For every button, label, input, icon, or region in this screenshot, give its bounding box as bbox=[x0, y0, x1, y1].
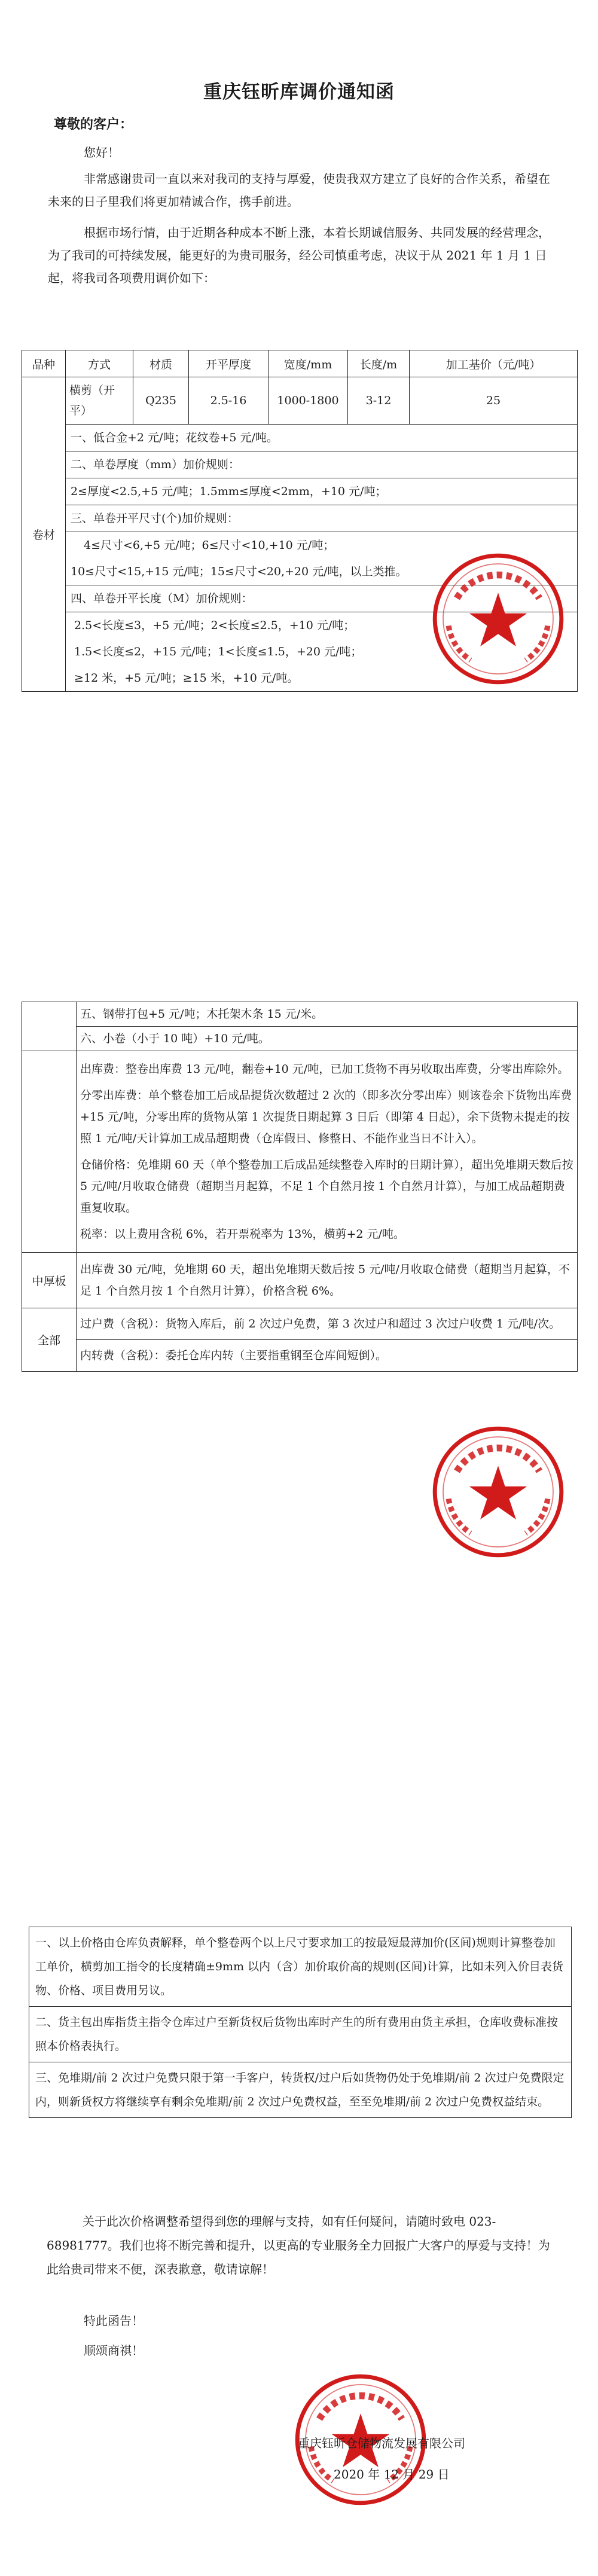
rule-line: ≥12 米，+5 元/吨；≥15 米，+10 元/吨。 bbox=[74, 672, 299, 685]
category-cell: 中厚板 bbox=[22, 1253, 77, 1308]
note-2: 二、货主包出库指货主指令仓库过户至新货权后货物出库时产生的所有费用由货主承担，仓库收费标准按照本价格表执行。 bbox=[29, 2007, 572, 2062]
category-cell: 卷材 bbox=[22, 377, 66, 692]
width-cell: 1000-1800 bbox=[269, 377, 348, 425]
table-row bbox=[22, 1027, 578, 1051]
method-cell: 横剪（开平） bbox=[66, 377, 133, 425]
transfer-fee-cell: 过户费（含税）：货物入库后，前 2 次过户免费，第 3 次过户和超过 3 次过户收费 1 元/吨/次。 bbox=[77, 1308, 578, 1340]
table-row bbox=[22, 1253, 578, 1308]
table-row bbox=[29, 2062, 572, 2118]
internal-transfer-cell: 内转费（含税）：委托仓库内转（主要指重钢至仓库间短倒）。 bbox=[77, 1340, 578, 1372]
table-row bbox=[29, 2007, 572, 2062]
rule-line: 二、单卷厚度（mm）加价规则： bbox=[66, 451, 577, 478]
col-header-variety: 品种 bbox=[22, 350, 66, 377]
zhonghou-cell: 出库费 30 元/吨，免堆期 60 天，超出免堆期天数后按 5 元/吨/月收取仓储费（超期当月起算，不足 1 个自然月按 1 个自然月计算），价格含税 6%。 bbox=[77, 1253, 578, 1308]
document-title: 重庆钰昕库调价通知函 bbox=[203, 81, 395, 103]
fee-tax: 税率：以上费用含税 6%，若开票税率为 13%，横剪+2 元/吨。 bbox=[80, 1228, 405, 1241]
notice-page-2 bbox=[11, 951, 587, 1722]
greeting: 尊敬的客户： bbox=[54, 117, 133, 132]
rule-line: 六、小卷（小于 10 吨）+10 元/吨。 bbox=[77, 1027, 578, 1051]
intro-paragraph-2: 根据市场行情，由于近期各种成本不断上涨，本着长期诚信服务、共同发展的经营理念，为了我司的可持续发展，能更好的为贵司服务，经公司慎重考虑，决议于从 2021 年 1 月 1 日起，将我司各项费用调价如下： bbox=[48, 225, 550, 285]
col-header-length: 长度/m bbox=[348, 350, 410, 377]
rule-line: 4≤尺寸<6,+5 元/吨；6≤尺寸<10,+10 元/吨； bbox=[84, 539, 335, 552]
rule-line: 10≤尺寸<15,+15 元/吨；15≤尺寸<20,+20 元/吨，以上类推。 bbox=[66, 558, 577, 585]
rule-line: 一、低合金+2 元/吨；花纹卷+5 元/吨。 bbox=[66, 425, 577, 451]
col-header-method: 方式 bbox=[66, 350, 133, 377]
rule-line: 2≤厚度<2.5,+5 元/吨；1.5mm≤厚度<2mm，+10 元/吨； bbox=[66, 478, 577, 505]
category-cell: 全部 bbox=[22, 1308, 77, 1372]
table-row bbox=[29, 1927, 572, 2007]
sign-off-2: 顺颂商祺！ bbox=[84, 2343, 144, 2358]
issue-date: 2020 年 12 月 29 日 bbox=[334, 2467, 450, 2482]
company-seal bbox=[429, 1423, 567, 1561]
thickness-cell: 2.5-16 bbox=[189, 377, 269, 425]
length-cell: 3-12 bbox=[348, 377, 410, 425]
col-header-base-price: 加工基价（元/吨） bbox=[410, 350, 578, 377]
table-row bbox=[22, 1340, 578, 1372]
blank-category-cell bbox=[22, 1002, 77, 1051]
note-3: 三、免堆期/前 2 次过户免费只限于第一手客户，转货权/过户后如货物仍处于免堆期/前 2 次过户免费限定内，则新货权方将继续享有剩余免堆期/前 2 次过户免费权益，至至免堆期/前 2 次过户免费权益结束。 bbox=[29, 2062, 572, 2118]
col-header-width: 宽度/mm bbox=[269, 350, 348, 377]
fees-cell bbox=[77, 1051, 578, 1253]
price-table-2 bbox=[22, 1002, 578, 1372]
col-header-material: 材质 bbox=[133, 350, 189, 377]
hello-line: 您好！ bbox=[84, 145, 120, 160]
notice-page-1 bbox=[11, 24, 587, 948]
notes-table bbox=[29, 1927, 572, 2118]
table-header-row bbox=[22, 350, 578, 377]
seal-icon bbox=[429, 1423, 567, 1561]
base-price-cell: 25 bbox=[410, 377, 578, 425]
table-row bbox=[22, 1308, 578, 1340]
intro-paragraph-1: 非常感谢贵司一直以来对我司的支持与厚爱，使贵我双方建立了良好的合作关系，希望在未来的日子里我们将更加精诚合作，携手前进。 bbox=[48, 172, 550, 209]
blank-category-cell bbox=[22, 1051, 77, 1253]
rule-line: 四、单卷开平长度（M）加价规则： bbox=[66, 585, 577, 612]
rule-line: 2.5<长度≤3，+5 元/吨；2<长度≤2.5，+10 元/吨； bbox=[74, 619, 355, 632]
fee-split-outbound: 分零出库费：单个整卷加工后成品提货次数超过 2 次的（即多次分零出库）则该卷余下货物出库费+15 元/吨，分零出库的货物从第 1 次提货日期起算 3 日后（即第 4 日起），余下货物未提走的按照 1 元/吨/天计算加工成品超期费（仓库假日、修整日、不能作业当日不计入）。 bbox=[80, 1089, 572, 1145]
material-cell: Q235 bbox=[133, 377, 189, 425]
notice-page-3 bbox=[11, 1770, 587, 2547]
col-header-thickness: 开平厚度 bbox=[189, 350, 269, 377]
closing-paragraph: 关于此次价格调整希望得到您的理解与支持，如有任何疑问，请随时致电 023-68981777。我们也将不断完善和提升，以更高的专业服务全力回报广大客户的厚爱与支持！为此给贵司带来不便，深表歉意，敬请谅解！ bbox=[47, 2214, 550, 2276]
seal-icon bbox=[429, 550, 567, 688]
rule-line: 三、单卷开平尺寸(个)加价规则： bbox=[66, 505, 577, 532]
company-name: 重庆钰昕仓储物流发展有限公司 bbox=[298, 2436, 465, 2450]
sign-off-1: 特此函告！ bbox=[84, 2313, 144, 2328]
company-seal bbox=[429, 550, 567, 688]
table-row bbox=[22, 1051, 578, 1253]
note-1: 一、以上价格由仓库负责解释，单个整卷两个以上尺寸要求加工的按最短最薄加价(区间)规则计算整卷加工单价，横剪加工指令的长度精确±9mm 以内（含）加价取价高的规则(区间)计算，比如未列入价目表货物、价格、项目费用另议。 bbox=[29, 1927, 572, 2007]
fee-outbound: 出库费：整卷出库费 13 元/吨，翻卷+10 元/吨，已加工货物不再另收取出库费，分零出库除外。 bbox=[80, 1063, 569, 1076]
fee-storage: 仓储价格：免堆期 60 天（单个整卷加工后成品延续整卷入库时的日期计算），超出免堆期天数后按 5 元/吨/月收取仓储费（超期当月起算，不足 1 个自然月按 1 个自然月计算），与加工成品超期费重复收取。 bbox=[80, 1158, 573, 1214]
rule-line: 1.5<长度≤2，+15 元/吨；1<长度≤1.5，+20 元/吨； bbox=[74, 645, 362, 658]
rule-line: 五、钢带打包+5 元/吨；木托架木条 15 元/米。 bbox=[77, 1002, 578, 1027]
table-row bbox=[22, 1002, 578, 1027]
table-row bbox=[22, 377, 578, 425]
